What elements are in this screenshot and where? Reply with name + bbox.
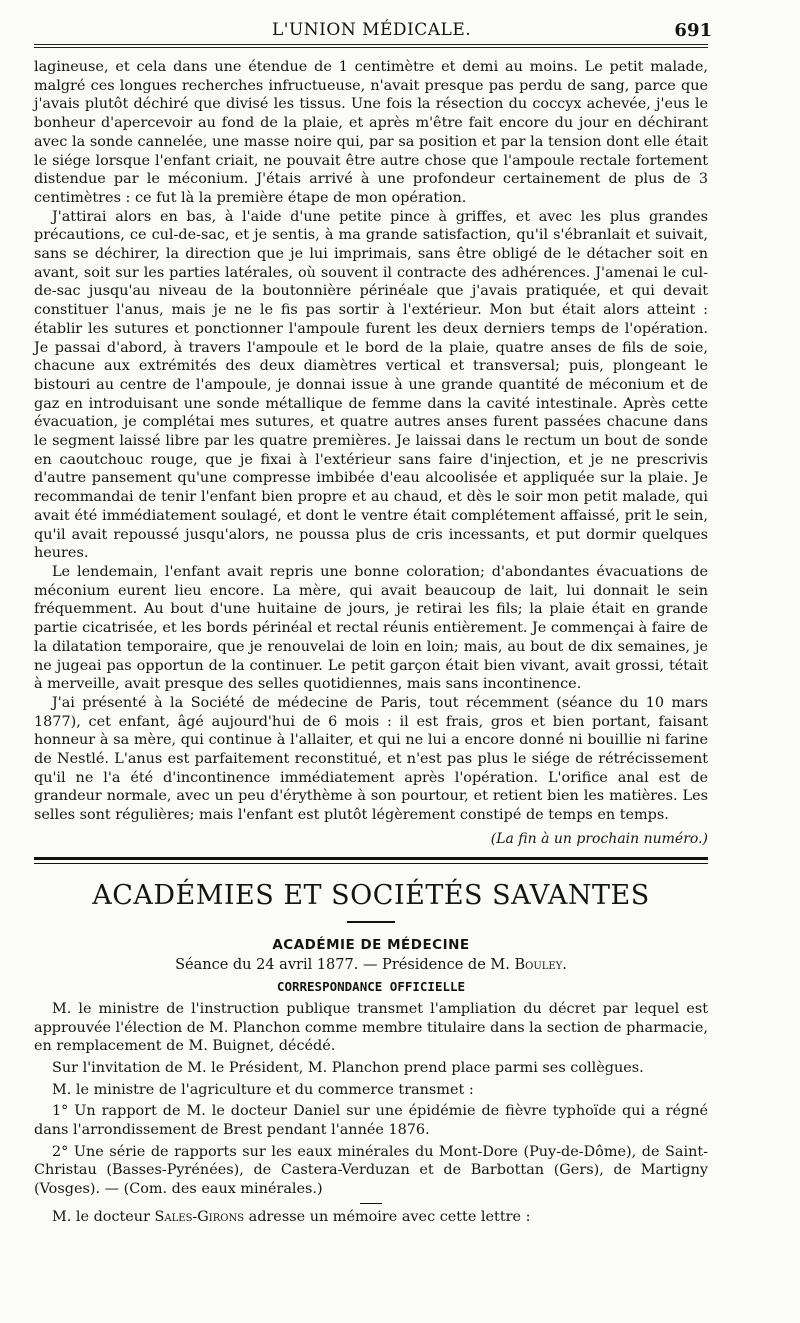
page-number: 691 bbox=[674, 20, 712, 41]
article-paragraph: J'attirai alors en bas, à l'aide d'une petite pince à griffes, et avec les plus grandes précautions, ce cul-de-sac, et je sentis, à ma grande satisfaction, qu'il s'ébranlait et suivait, sans se déchirer, la direction que je lui imprimais, sans être obligé de le détacher soit en avant, soit sur les parties latérales, où souvent il contracte des adhérences. J'amenai le cul-de-sac jusqu'au niveau de la boutonnière périnéale que j'avais pratiquée, et qui devait constituer l'anus, mais je ne le fis pas sortir à l'extérieur. Mon but était alors atteint : établir les sutures et ponctionner l'ampoule furent les deux derniers temps de l'opération. Je passai d'abord, à travers l'ampoule et le bord de la plaie, quatre anses de fils de soie, chacune aux extrémités des deux diamètres vertical et transversal; puis, plongeant le bistouri au centre de l'ampoule, je donnai issue à une grande quantité de méconium et de gaz en introduisant une sonde métallique de femme dans la cavité intestinale. Après cette évacuation, je complétai mes sutures, et quatre autres anses furent passées chacune dans le segment laissé libre par les quatre premières. Je laissai dans le rectum un bout de sonde en caoutchouc rouge, que je fixai à l'extérieur sans faire d'injection, et je ne prescrivis d'autre pansement qu'une compresse imbibée d'eau alcoolisée et appliquée sur la plaie. Je recommandai de tenir l'enfant bien propre et au chaud, et dès le soir mon petit malade, qui avait été immédiatement soulagé, et dont le ventre était complétement affaissé, prit le sein, qu'il avait repoussé jusqu'alors, ne poussa plus de cris incessants, et put dormir quelques heures. bbox=[34, 208, 708, 562]
paragraph-separator bbox=[360, 1203, 382, 1204]
session-line bbox=[34, 957, 708, 973]
article-paragraph: J'ai présenté à la Société de médecine de Paris, tout récemment (séance du 10 mars 1877), cet enfant, âgé aujourd'hui de 6 mois : il est frais, gros et bien portant, faisant honneur à sa mère, qui continue à l'allaiter, et qui ne lui a encore donné ni bouillie ni farine de Nestlé. L'anus est parfaitement reconstitué, et n'est pas plus le siége de rétrécissement qu'il ne l'a été d'incontinence immédiatement après l'opération. L'orifice anal est de grandeur normale, avec un peu d'érythème à son pourtour, et retient bien les matières. Les selles sont régulières; mais l'enfant est plutôt légèrement constipé de temps en temps. bbox=[34, 694, 708, 824]
running-title: L'UNION MÉDICALE. bbox=[272, 20, 472, 40]
academy-paragraph-last bbox=[34, 1208, 708, 1227]
last-author: Sales-Girons bbox=[154, 1208, 245, 1225]
correspondence-heading: CORRESPONDANCE OFFICIELLE bbox=[276, 978, 466, 994]
title-rule bbox=[347, 921, 395, 923]
section-divider-thin bbox=[34, 863, 708, 864]
academy-paragraph: 2° Une série de rapports sur les eaux minérales du Mont-Dore (Puy-de-Dôme), de Saint-Christau (Basses-Pyrénées), de Castera-Verduzan et de Barbottan (Gers), de Martigny (Vosges). — (Com. des eaux minérales.) bbox=[34, 1143, 708, 1198]
page-header bbox=[34, 14, 712, 44]
last-suffix: adresse un mémoire avec cette lettre : bbox=[248, 1208, 531, 1225]
academy-paragraph: Sur l'invitation de M. le Président, M. Planchon prend place parmi ses collègues. bbox=[52, 1059, 644, 1076]
header-rule bbox=[34, 44, 708, 48]
session-president: Bouley. bbox=[514, 956, 567, 973]
last-prefix: M. le docteur bbox=[52, 1208, 150, 1225]
session-date: Séance du 24 avril 1877. — Présidence de M. bbox=[175, 956, 510, 973]
academy-body bbox=[34, 1000, 708, 1227]
academy-heading: ACADÉMIE DE MÉDECINE bbox=[272, 936, 470, 953]
article-body bbox=[34, 58, 708, 825]
continuation-note: (La fin à un prochain numéro.) bbox=[490, 830, 708, 847]
article-paragraph: Le lendemain, l'enfant avait repris une bonne coloration; d'abondantes évacuations de méconium eurent lieu encore. La mère, qui avait beaucoup de lait, lui donnait le sein fréquemment. Au bout d'une huitaine de jours, je retirai les fils; la plaie était en grande partie cicatrisée, et les bords périnéal et rectal réunis entièrement. Je commençai à faire de la dilatation temporaire, que je renouvelai de loin en loin; mais, au bout de dix semaines, je ne jugeai pas opportun de la continuer. Le petit garçon était bien vivant, avait grossi, tétait à merveille, avait presque des selles quotidiennes, mais sans incontinence. bbox=[34, 563, 708, 693]
section-title: ACADÉMIES ET SOCIÉTÉS SAVANTES bbox=[92, 879, 650, 911]
academy-paragraph: M. le ministre de l'instruction publique transmet l'ampliation du décret par lequel est approuvée l'élection de M. Planchon comme membre titulaire dans la section de pharmacie, en remplacement de M. Buignet, décédé. bbox=[34, 1000, 708, 1055]
section-divider bbox=[34, 857, 708, 860]
academy-paragraph: 1° Un rapport de M. le docteur Daniel sur une épidémie de fièvre typhoïde qui a régné dans l'arrondissement de Brest pendant l'année 1876. bbox=[34, 1103, 708, 1139]
article-paragraph: lagineuse, et cela dans une étendue de 1 centimètre et demi au moins. Le petit malade, malgré ces longues recherches infructueuse, n'avait presque pas perdu de sang, parce que j'avais plutôt déchiré que divisé les tissus. Une fois la résection du coccyx achevée, j'eus le bonheur d'apercevoir au fond de la plaie, et après m'être fait encore du jour en déchirant avec la sonde cannelée, une masse noire qui, par sa position et par la tension dont elle était le siége lorsque l'enfant criait, ne pouvait être autre chose que l'ampoule rectale fortement distendue par le méconium. J'étais arrivé à une profondeur certainement de plus de 3 centimètres : ce fut là la première étape de mon opération. bbox=[34, 59, 708, 206]
academy-paragraph: M. le ministre de l'agriculture et du commerce transmet : bbox=[52, 1081, 474, 1098]
